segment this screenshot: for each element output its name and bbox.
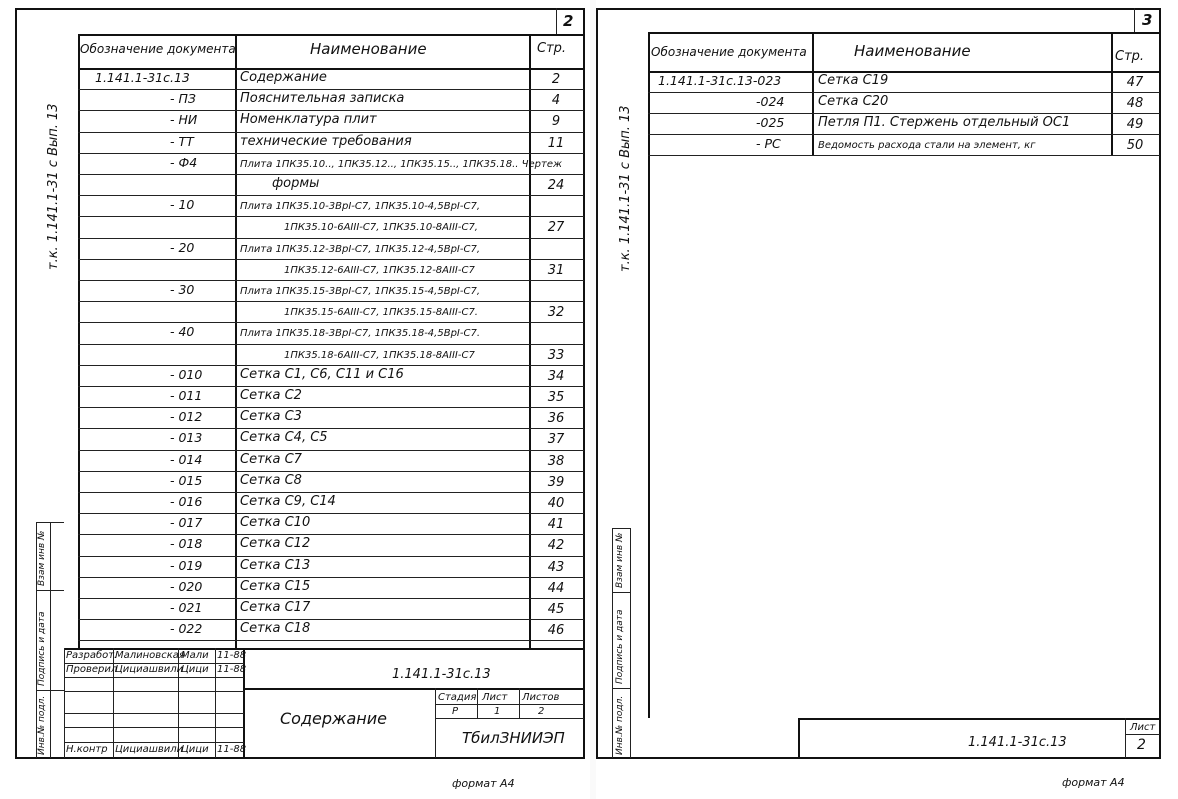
row-page: 45 <box>547 602 565 617</box>
row-name: Сетка С19 <box>818 73 889 88</box>
row-page: 33 <box>547 347 565 363</box>
row-code: - НИ <box>170 112 198 128</box>
row-page: 36 <box>547 411 565 427</box>
header-page: Стр. <box>537 41 567 56</box>
row-divider <box>78 365 584 366</box>
row-page: 46 <box>547 623 565 639</box>
row-name: Петля П1. Стержень отдельный ОС1 <box>818 115 1071 130</box>
row-page: 39 <box>547 474 565 490</box>
row-page: 27 <box>547 220 565 236</box>
row-divider <box>78 110 584 111</box>
row-divider <box>78 619 584 620</box>
stamp-date-1: 11-88 <box>217 650 247 661</box>
stamp-stage: Р <box>452 706 459 717</box>
row-code: - 40 <box>170 324 195 340</box>
stamp-doc-code: 1.141.1-31с.13 <box>392 667 491 682</box>
row-code: - 012 <box>170 409 203 425</box>
row-page: 34 <box>547 368 565 384</box>
row-code: - ПЗ <box>170 91 196 107</box>
row-name: Содержание <box>240 70 327 85</box>
row-name: Сетка С13 <box>240 557 311 573</box>
row-page: 43 <box>547 559 565 575</box>
row-name: Плита 1ПК35.15-3ВрI-С7, 1ПК35.15-4,5ВрI-С7, <box>240 286 480 297</box>
row-name: Сетка С18 <box>240 621 311 637</box>
row-divider <box>78 280 584 281</box>
stamp-date-6: 11-88 <box>217 744 247 755</box>
row-name: 1ПК35.18-6АIII-С7, 1ПК35.18-8АIII-С7 <box>284 349 475 361</box>
row-divider <box>78 471 584 472</box>
row-page: 2 <box>551 72 561 87</box>
row-divider <box>78 132 584 133</box>
row-code: - 013 <box>170 430 203 446</box>
stamp-sheet-label: Лист <box>1130 722 1156 733</box>
sheet-number: 3 <box>1142 11 1153 29</box>
right-page <box>596 0 1178 799</box>
stamp-sign-6: Цици <box>181 744 209 755</box>
row-divider <box>78 407 584 408</box>
row-name: Сетка С10 <box>240 515 311 531</box>
row-name: Сетка С2 <box>240 388 302 403</box>
row-divider <box>78 598 584 599</box>
row-divider <box>78 577 584 578</box>
row-code: - 20 <box>170 239 195 255</box>
row-name: Сетка С20 <box>818 94 889 109</box>
side-stamp-inv: Инв.№ подл. <box>37 695 47 755</box>
stamp-role-1: Разработ. <box>66 650 118 661</box>
row-code: - РС <box>756 136 781 151</box>
stamp-title: Содержание <box>280 709 387 728</box>
sheet-number: 2 <box>563 12 574 30</box>
row-code: - 015 <box>170 472 203 488</box>
row-divider <box>78 238 584 239</box>
side-stamp-sign: Подпись и дата <box>37 611 47 686</box>
stamp-org: ТбилЗНИИЭП <box>462 729 565 747</box>
stamp-date-2: 11-88 <box>217 664 247 675</box>
format-label: формат А4 <box>1062 776 1125 789</box>
row-name: Плита 1ПК35.12-3ВрI-С7, 1ПК35.12-4,5ВрI-С7, <box>240 243 480 255</box>
row-code: - 017 <box>170 515 203 531</box>
stamp-sheets: 2 <box>538 706 545 717</box>
row-name: Сетка С17 <box>240 600 311 615</box>
stamp-role-2: Проверил <box>66 664 118 675</box>
side-stamp-replace: Взам инв № <box>615 532 625 588</box>
stamp-sheets-label: Листов <box>522 692 560 703</box>
stamp-name-1: Малиновская <box>115 650 185 661</box>
row-name: Сетка С8 <box>240 472 302 488</box>
stamp-sheet: 2 <box>1137 737 1146 753</box>
header-designation: Обозначение документа <box>651 45 807 59</box>
row-divider <box>648 155 1160 156</box>
stamp-sign-1: Мали <box>181 650 209 661</box>
row-page: 49 <box>1126 117 1144 132</box>
row-page: 41 <box>547 517 565 533</box>
row-code: -025 <box>756 115 785 130</box>
row-page: 35 <box>547 390 565 405</box>
row-code: 1.141.1-31с.13-023 <box>658 73 782 88</box>
row-code: - 021 <box>170 600 203 615</box>
row-page: 24 <box>547 178 565 193</box>
row-code: - 016 <box>170 494 203 509</box>
row-divider <box>78 492 584 493</box>
stamp-sheet: 1 <box>494 706 501 717</box>
row-name: Пояснительная записка <box>240 91 405 107</box>
row-name: Сетка С3 <box>240 409 302 425</box>
header-name: Наименование <box>854 42 971 60</box>
stamp-sheet-label: Лист <box>482 692 508 703</box>
row-name: Плита 1ПК35.10.., 1ПК35.12.., 1ПК35.15.., 1ПК35.18.. Чертеж <box>240 158 563 170</box>
header-name: Наименование <box>310 40 427 58</box>
stamp-role-6: Н.контр <box>66 744 108 755</box>
stamp-name-2: Цициашвили <box>115 664 184 675</box>
row-divider <box>78 259 584 260</box>
row-divider <box>78 89 584 90</box>
stamp-doc-code: 1.141.1-31с.13 <box>968 735 1067 750</box>
row-name: формы <box>272 176 320 191</box>
row-name: Сетка С9, С14 <box>240 494 336 509</box>
format-label: формат А4 <box>452 777 515 790</box>
row-name: Номенклатура плит <box>240 112 377 128</box>
row-page: 32 <box>547 305 565 321</box>
row-code: - 014 <box>170 451 203 467</box>
row-name: Плита 1ПК35.10-3ВрI-С7, 1ПК35.10-4,5ВрI-С7, <box>240 201 480 213</box>
row-code: - 019 <box>170 557 203 573</box>
row-page: 48 <box>1126 96 1144 111</box>
row-divider <box>648 134 1160 135</box>
row-page: 38 <box>547 453 565 469</box>
row-code: - 018 <box>170 536 203 552</box>
row-divider <box>78 513 584 514</box>
row-code: - 10 <box>170 197 195 213</box>
row-name: Ведомость расхода стали на элемент, кг <box>818 140 1036 151</box>
row-code: - 020 <box>170 578 203 594</box>
row-name: Сетка С15 <box>240 578 311 594</box>
row-divider <box>78 428 584 429</box>
row-page: 37 <box>547 432 565 448</box>
header-page: Стр. <box>1115 49 1145 64</box>
row-name: Сетка С4, С5 <box>240 430 328 446</box>
stamp-stage-label: Стадия <box>438 692 477 703</box>
row-page: 11 <box>547 135 565 151</box>
header-designation: Обозначение документа <box>80 42 236 56</box>
stamp-sign-2: Цици <box>181 664 209 675</box>
row-page: 50 <box>1126 138 1144 153</box>
row-divider <box>78 450 584 451</box>
row-page: 44 <box>547 580 565 596</box>
row-page: 47 <box>1126 75 1144 90</box>
row-code: - 30 <box>170 282 195 297</box>
row-name: технические требования <box>240 133 412 149</box>
row-name: 1ПК35.12-6АIII-С7, 1ПК35.12-8АIII-С7 <box>284 264 475 276</box>
row-name: Сетка С1, С6, С11 и С16 <box>240 366 404 382</box>
row-divider <box>78 344 584 345</box>
row-page: 40 <box>547 496 565 511</box>
row-code: 1.141.1-31с.13 <box>95 70 190 85</box>
row-name: Сетка С12 <box>240 536 311 552</box>
row-divider <box>78 216 584 217</box>
row-page: 4 <box>551 93 561 109</box>
row-name: Сетка С7 <box>240 451 302 467</box>
row-divider <box>78 534 584 535</box>
row-divider <box>78 322 584 323</box>
row-divider <box>648 113 1160 114</box>
row-code: - 010 <box>170 366 203 382</box>
side-stamp-sign: Подпись и дата <box>615 609 625 684</box>
row-divider <box>78 153 584 154</box>
row-page: 42 <box>547 538 565 554</box>
row-divider <box>648 92 1160 93</box>
stamp-name-6: Цициашвили <box>115 744 184 755</box>
row-name: 1ПК35.10-6АIII-С7, 1ПК35.10-8АIII-С7, <box>284 222 478 234</box>
row-divider <box>78 640 584 641</box>
row-code: - 022 <box>170 621 203 637</box>
row-divider <box>78 301 584 302</box>
row-name: Плита 1ПК35.18-3ВрI-С7, 1ПК35.18-4,5ВрI-С7. <box>240 328 480 340</box>
side-label: т.к. 1.141.1-31 с Вып. 13 <box>618 105 633 272</box>
row-divider <box>78 386 584 387</box>
side-stamp-replace: Взам инв № <box>37 530 47 586</box>
row-code: - Ф4 <box>170 154 198 170</box>
row-divider <box>78 556 584 557</box>
side-stamp-inv: Инв.№ подл. <box>615 695 625 755</box>
row-page: 31 <box>547 262 565 278</box>
side-label: т.к. 1.141.1-31 с Вып. 13 <box>46 103 61 270</box>
row-page: 9 <box>551 114 561 130</box>
row-code: - ТТ <box>170 133 194 149</box>
row-divider <box>78 174 584 175</box>
row-code: -024 <box>756 94 785 109</box>
row-code: - 011 <box>170 388 203 403</box>
row-divider <box>78 195 584 196</box>
row-name: 1ПК35.15-6АIII-С7, 1ПК35.15-8АIII-С7. <box>284 307 478 319</box>
